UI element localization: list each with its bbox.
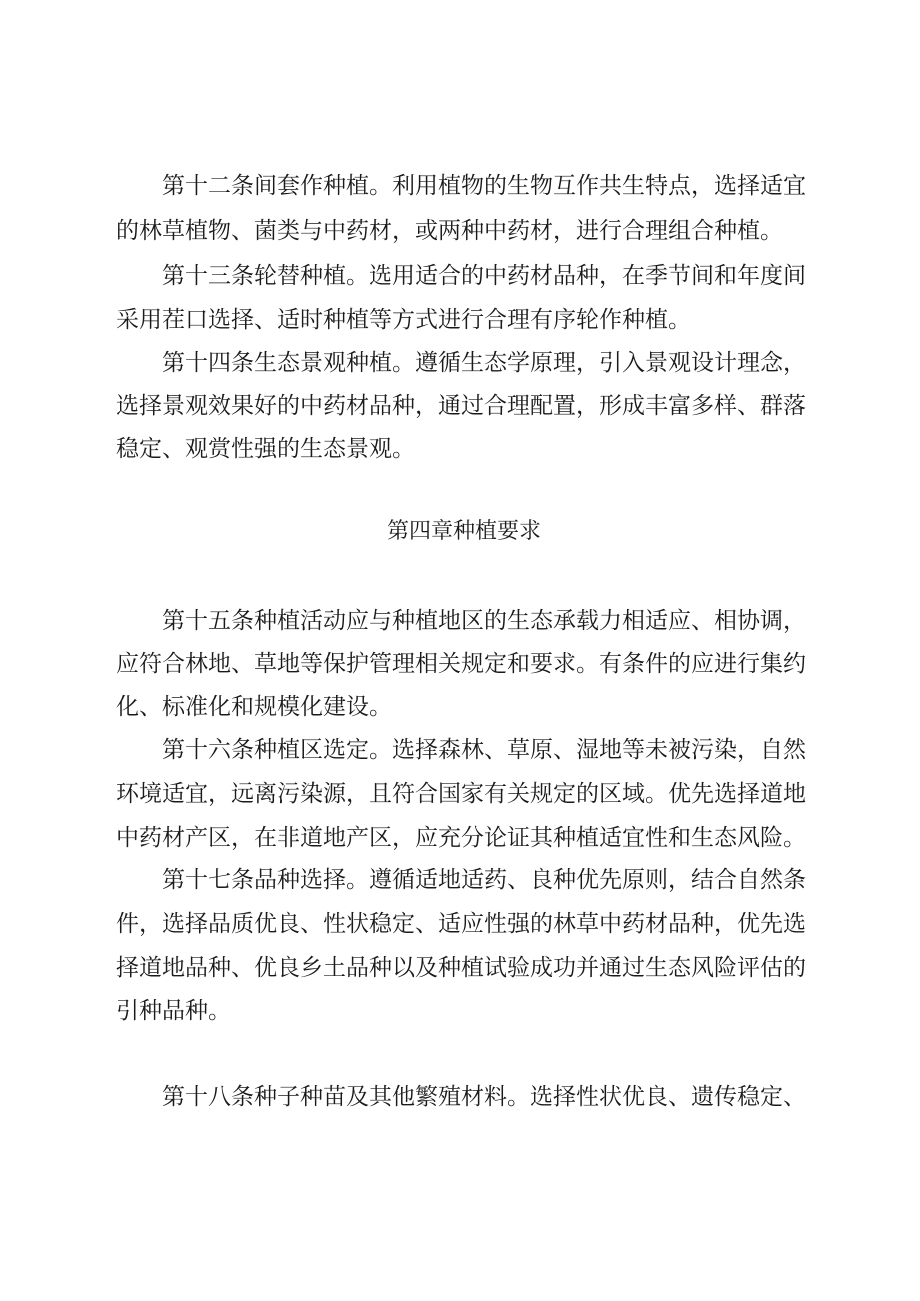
chapter-title: 第四章种植要求 xyxy=(386,519,541,544)
article-15-line-1: 第十五条种植活动应与种植地区的生态承载力相适应、相协调， xyxy=(162,608,806,634)
article-16-line-1: 第十六条种植区选定。选择森林、草原、湿地等未被污染，自然 xyxy=(162,737,806,763)
article-16-line-2: 环境适宜，远离污染源，且符合国家有关规定的区域。优先选择道地 xyxy=(116,781,806,807)
article-13-line-2: 采用茬口选择、适时种植等方式进行合理有序轮作种植。 xyxy=(116,307,691,333)
article-17-line-4: 引种品种。 xyxy=(116,998,231,1024)
article-17-line-2: 件，选择品质优良、性状稳定、适应性强的林草中药材品种，优先选 xyxy=(116,911,806,937)
article-15-line-3: 化、标准化和规模化建设。 xyxy=(116,694,392,720)
article-14-line-3: 稳定、观赏性强的生态景观。 xyxy=(116,436,415,462)
article-12-line-1: 第十二条间套作种植。利用植物的生物互作共生特点，选择适宜 xyxy=(162,173,806,199)
article-17-line-3: 择道地品种、优良乡土品种以及种植试验成功并通过生态风险评估的 xyxy=(116,955,806,981)
article-16-line-3: 中药材产区，在非道地产区，应充分论证其种植适宜性和生态风险。 xyxy=(116,825,806,851)
article-17-line-1: 第十七条品种选择。遵循适地适药、良种优先原则，结合自然条 xyxy=(162,867,806,893)
article-14-line-1: 第十四条生态景观种植。遵循生态学原理，引入景观设计理念， xyxy=(162,350,806,376)
article-15-line-2: 应符合林地、草地等保护管理相关规定和要求。有条件的应进行集约 xyxy=(116,651,806,677)
article-18-line-1: 第十八条种子种苗及其他繁殖材料。选择性状优良、遗传稳定、 xyxy=(162,1084,806,1110)
article-14-line-2: 选择景观效果好的中药材品种，通过合理配置，形成丰富多样、群落 xyxy=(116,393,806,419)
article-13-line-1: 第十三条轮替种植。选用适合的中药材品种，在季节间和年度间 xyxy=(162,263,806,289)
article-12-line-2: 的林草植物、菌类与中药材，或两种中药材，进行合理组合种植。 xyxy=(116,218,783,244)
